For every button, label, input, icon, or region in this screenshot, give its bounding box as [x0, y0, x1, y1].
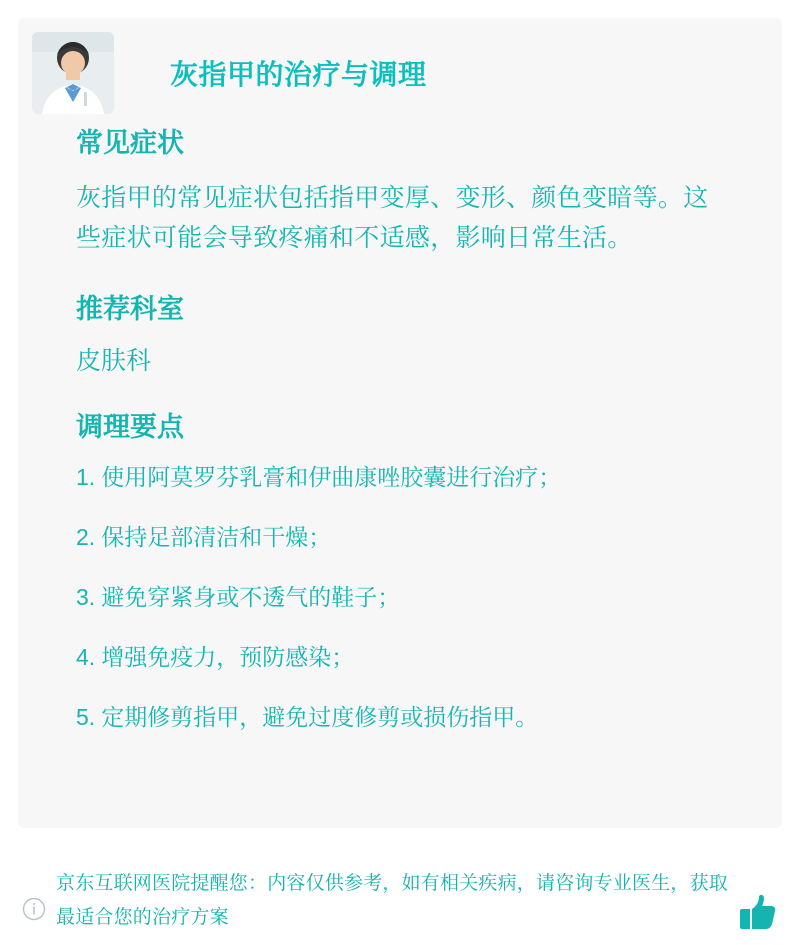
list-item-number: 1.	[76, 464, 96, 490]
list-item-number: 4.	[76, 644, 96, 670]
list-item-label: 定期修剪指甲，避免过度修剪或损伤指甲。	[101, 704, 539, 730]
list-item-number: 2.	[76, 524, 96, 550]
list-item	[76, 522, 724, 553]
list-item-label: 避免穿紧身或不透气的鞋子；	[101, 584, 401, 610]
care-points-list	[76, 462, 724, 733]
thumbs-up-icon[interactable]	[736, 891, 778, 933]
doctor-portrait-icon	[32, 32, 114, 114]
section-heading-symptoms: 常见症状	[76, 128, 184, 158]
list-item-number: 5.	[76, 704, 96, 730]
info-circle-icon	[22, 897, 46, 921]
footer-disclaimer-bar	[0, 849, 800, 945]
list-item-label: 使用阿莫罗芬乳膏和伊曲康唑胶囊进行治疗；	[101, 464, 562, 490]
list-item	[76, 462, 724, 493]
department-text: 皮肤科	[76, 347, 152, 375]
list-item-label: 增强免疫力，预防感染；	[101, 644, 355, 670]
page-title: 灰指甲的治疗与调理	[170, 59, 427, 90]
footer-disclaimer-text: 京东互联网医院提醒您：内容仅供参考，如有相关疾病，请咨询专业医生，获取最适合您的治疗方案	[56, 873, 729, 928]
section-heading-department: 推荐科室	[76, 294, 184, 324]
list-item-number: 3.	[76, 584, 96, 610]
list-item	[76, 642, 724, 673]
article-card	[18, 18, 782, 828]
list-item	[76, 582, 724, 613]
section-heading-care: 调理要点	[76, 412, 184, 442]
list-item	[76, 702, 724, 733]
list-item-label: 保持足部清洁和干燥；	[101, 524, 332, 550]
symptoms-text: 灰指甲的常见症状包括指甲变厚、变形、颜色变暗等。这些症状可能会导致疼痛和不适感，影响日常生活。	[76, 184, 709, 252]
